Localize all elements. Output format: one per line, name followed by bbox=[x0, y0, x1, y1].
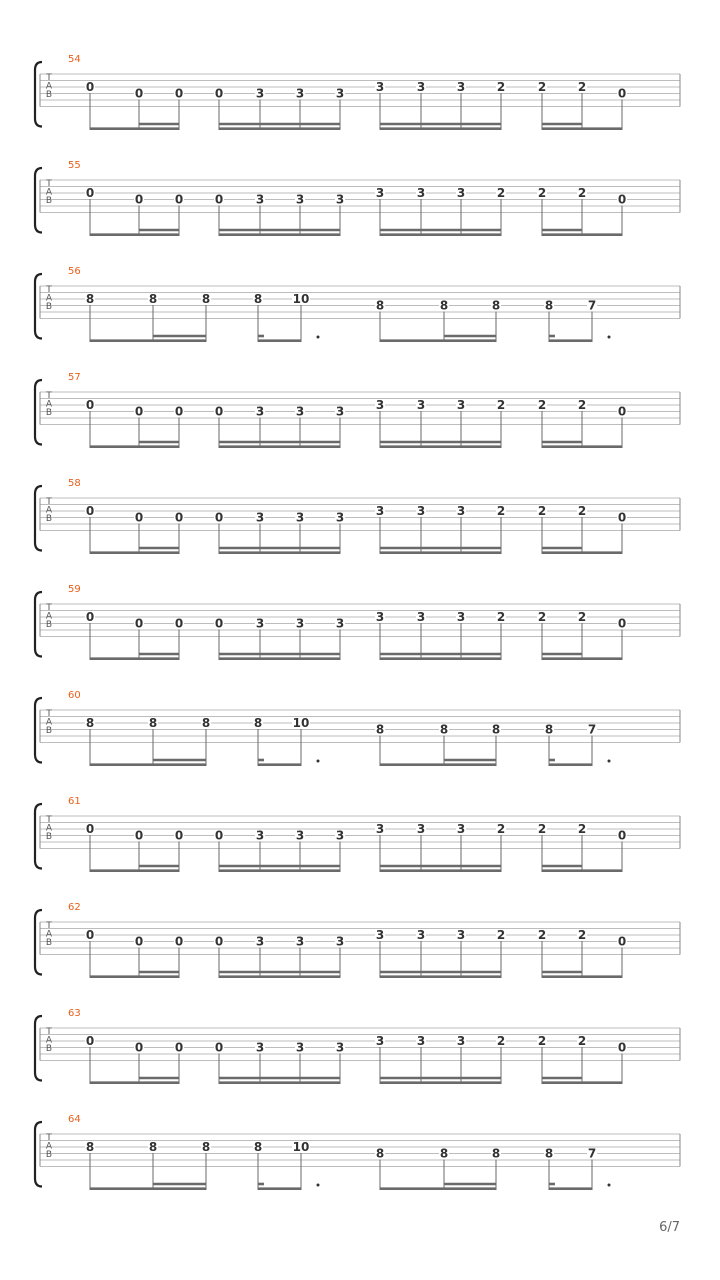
tab-clef-letter: B bbox=[45, 938, 53, 948]
fret-number: 2 bbox=[577, 504, 587, 518]
fret-number: 2 bbox=[537, 504, 547, 518]
tab-clef-letter: A bbox=[45, 399, 53, 410]
fret-number: 3 bbox=[456, 822, 466, 836]
fret-number: 0 bbox=[214, 616, 224, 631]
fret-number: 2 bbox=[537, 186, 547, 200]
system-bracket bbox=[35, 62, 42, 127]
fret-number: 0 bbox=[134, 616, 144, 631]
fret-number: 0 bbox=[617, 192, 627, 207]
fret-number: 0 bbox=[85, 610, 95, 624]
tab-clef-letter: T bbox=[46, 815, 52, 825]
fret-number: 0 bbox=[174, 934, 184, 949]
fret-number: 0 bbox=[214, 192, 224, 207]
fret-number: 2 bbox=[577, 1034, 587, 1048]
fret-number: 3 bbox=[335, 616, 345, 631]
rhythm-dot bbox=[608, 336, 611, 339]
page-number: 6/7 bbox=[659, 1220, 680, 1235]
fret-number: 2 bbox=[496, 398, 506, 412]
fret-number: 2 bbox=[496, 80, 506, 94]
fret-number: 3 bbox=[255, 510, 265, 525]
tab-clef-letter: B bbox=[45, 196, 53, 206]
fret-number: 2 bbox=[577, 186, 587, 200]
fret-number: 3 bbox=[416, 80, 426, 94]
tab-clef-letter: B bbox=[45, 726, 53, 736]
fret-number: 3 bbox=[375, 822, 385, 836]
fret-number: 8 bbox=[85, 1140, 95, 1154]
measure-number: 56 bbox=[68, 266, 81, 277]
tab-system-58 bbox=[35, 478, 680, 554]
fret-number: 10 bbox=[292, 716, 310, 730]
fret-number: 8 bbox=[544, 1146, 554, 1161]
fret-number: 10 bbox=[292, 1140, 310, 1154]
fret-number: 3 bbox=[335, 86, 345, 101]
tab-clef-letter: T bbox=[46, 921, 52, 931]
fret-number: 3 bbox=[416, 504, 426, 518]
fret-number: 0 bbox=[174, 616, 184, 631]
fret-number: 7 bbox=[587, 722, 597, 737]
fret-number: 2 bbox=[537, 1034, 547, 1048]
tab-clef-letter: T bbox=[46, 179, 52, 189]
tab-clef-letter: T bbox=[46, 285, 52, 295]
fret-number: 7 bbox=[587, 298, 597, 313]
fret-number: 3 bbox=[416, 1034, 426, 1048]
tab-clef-letter: A bbox=[45, 505, 53, 516]
fret-number: 8 bbox=[544, 722, 554, 737]
fret-number: 3 bbox=[456, 186, 466, 200]
fret-number: 3 bbox=[375, 186, 385, 200]
fret-number: 2 bbox=[577, 80, 587, 94]
tab-clef-letter: B bbox=[45, 1044, 53, 1054]
rhythm-dot bbox=[317, 336, 320, 339]
measure-number: 57 bbox=[68, 372, 81, 383]
tab-system-61 bbox=[35, 796, 680, 872]
fret-number: 0 bbox=[617, 404, 627, 419]
system-bracket bbox=[35, 592, 42, 657]
fret-number: 0 bbox=[85, 398, 95, 412]
tab-clef-letter: B bbox=[45, 90, 53, 100]
system-bracket bbox=[35, 804, 42, 869]
fret-number: 3 bbox=[255, 192, 265, 207]
fret-number: 3 bbox=[335, 828, 345, 843]
fret-number: 3 bbox=[375, 928, 385, 942]
fret-number: 8 bbox=[375, 722, 385, 737]
tab-clef-letter: A bbox=[45, 611, 53, 622]
fret-number: 0 bbox=[617, 510, 627, 525]
fret-number: 3 bbox=[375, 610, 385, 624]
measure-number: 62 bbox=[68, 902, 81, 913]
fret-number: 3 bbox=[255, 404, 265, 419]
tab-system-64 bbox=[35, 1114, 680, 1190]
fret-number: 8 bbox=[201, 1140, 211, 1154]
tab-clef-letter: B bbox=[45, 302, 53, 312]
fret-number: 0 bbox=[85, 822, 95, 836]
tab-clef-letter: T bbox=[46, 73, 52, 83]
fret-number: 3 bbox=[456, 1034, 466, 1048]
fret-number: 3 bbox=[335, 934, 345, 949]
measure-number: 63 bbox=[68, 1008, 81, 1019]
fret-number: 0 bbox=[174, 510, 184, 525]
fret-number: 2 bbox=[537, 822, 547, 836]
tab-clef-letter: T bbox=[46, 497, 52, 507]
fret-number: 3 bbox=[335, 404, 345, 419]
system-bracket bbox=[35, 698, 42, 763]
fret-number: 3 bbox=[456, 398, 466, 412]
fret-number: 3 bbox=[295, 510, 305, 525]
fret-number: 0 bbox=[174, 86, 184, 101]
tab-system-55 bbox=[35, 160, 680, 236]
measure-number: 54 bbox=[68, 54, 81, 65]
fret-number: 0 bbox=[214, 934, 224, 949]
fret-number: 10 bbox=[292, 292, 310, 306]
fret-number: 2 bbox=[577, 928, 587, 942]
fret-number: 0 bbox=[174, 404, 184, 419]
tab-system-63 bbox=[35, 1008, 680, 1084]
system-bracket bbox=[35, 910, 42, 975]
tab-clef-letter: B bbox=[45, 620, 53, 630]
fret-number: 8 bbox=[375, 1146, 385, 1161]
tab-system-54 bbox=[35, 54, 680, 130]
fret-number: 3 bbox=[335, 1040, 345, 1055]
fret-number: 3 bbox=[255, 828, 265, 843]
fret-number: 3 bbox=[456, 504, 466, 518]
system-bracket bbox=[35, 168, 42, 233]
fret-number: 8 bbox=[201, 716, 211, 730]
fret-number: 0 bbox=[134, 828, 144, 843]
fret-number: 2 bbox=[577, 398, 587, 412]
tab-clef-letter: T bbox=[46, 709, 52, 719]
fret-number: 8 bbox=[439, 722, 449, 737]
fret-number: 3 bbox=[295, 828, 305, 843]
fret-number: 3 bbox=[375, 1034, 385, 1048]
tab-clef-letter: T bbox=[46, 1133, 52, 1143]
fret-number: 3 bbox=[335, 192, 345, 207]
tab-system-56 bbox=[35, 266, 680, 342]
fret-number: 8 bbox=[148, 292, 158, 306]
fret-number: 0 bbox=[85, 186, 95, 200]
fret-number: 3 bbox=[295, 192, 305, 207]
fret-number: 3 bbox=[375, 398, 385, 412]
tab-clef-letter: A bbox=[45, 81, 53, 92]
tab-system-59 bbox=[35, 584, 680, 660]
fret-number: 0 bbox=[214, 404, 224, 419]
fret-number: 8 bbox=[148, 716, 158, 730]
tab-system-57 bbox=[35, 372, 680, 448]
system-bracket bbox=[35, 486, 42, 551]
fret-number: 8 bbox=[491, 1146, 501, 1161]
fret-number: 8 bbox=[253, 1140, 263, 1154]
fret-number: 0 bbox=[617, 616, 627, 631]
fret-number: 0 bbox=[214, 828, 224, 843]
tab-clef-letter: A bbox=[45, 823, 53, 834]
fret-number: 3 bbox=[416, 822, 426, 836]
fret-number: 0 bbox=[85, 80, 95, 94]
fret-number: 0 bbox=[214, 1040, 224, 1055]
fret-number: 8 bbox=[439, 298, 449, 313]
fret-number: 3 bbox=[335, 510, 345, 525]
fret-number: 3 bbox=[255, 1040, 265, 1055]
fret-number: 8 bbox=[85, 716, 95, 730]
tab-clef-letter: T bbox=[46, 1027, 52, 1037]
fret-number: 2 bbox=[537, 398, 547, 412]
fret-number: 2 bbox=[496, 928, 506, 942]
tab-clef-letter: T bbox=[46, 391, 52, 401]
tab-clef-letter: B bbox=[45, 408, 53, 418]
system-bracket bbox=[35, 1122, 42, 1187]
fret-number: 2 bbox=[537, 80, 547, 94]
fret-number: 3 bbox=[255, 616, 265, 631]
tab-clef-letter: A bbox=[45, 717, 53, 728]
tab-clef-letter: A bbox=[45, 1141, 53, 1152]
fret-number: 3 bbox=[416, 928, 426, 942]
fret-number: 3 bbox=[255, 86, 265, 101]
fret-number: 0 bbox=[134, 192, 144, 207]
fret-number: 2 bbox=[577, 822, 587, 836]
tab-system-62 bbox=[35, 902, 680, 978]
fret-number: 0 bbox=[617, 934, 627, 949]
fret-number: 3 bbox=[295, 616, 305, 631]
rhythm-dot bbox=[317, 1184, 320, 1187]
system-bracket bbox=[35, 274, 42, 339]
rhythm-dot bbox=[608, 1184, 611, 1187]
fret-number: 0 bbox=[134, 934, 144, 949]
fret-number: 2 bbox=[496, 1034, 506, 1048]
tab-clef-letter: A bbox=[45, 929, 53, 940]
fret-number: 3 bbox=[416, 610, 426, 624]
fret-number: 7 bbox=[587, 1146, 597, 1161]
fret-number: 0 bbox=[214, 86, 224, 101]
fret-number: 2 bbox=[496, 610, 506, 624]
measure-number: 60 bbox=[68, 690, 81, 701]
fret-number: 3 bbox=[375, 504, 385, 518]
measure-number: 61 bbox=[68, 796, 81, 807]
fret-number: 3 bbox=[295, 86, 305, 101]
rhythm-dot bbox=[608, 760, 611, 763]
fret-number: 8 bbox=[85, 292, 95, 306]
fret-number: 3 bbox=[295, 404, 305, 419]
fret-number: 2 bbox=[496, 504, 506, 518]
fret-number: 0 bbox=[85, 1034, 95, 1048]
fret-number: 0 bbox=[617, 828, 627, 843]
fret-number: 8 bbox=[544, 298, 554, 313]
fret-number: 0 bbox=[617, 86, 627, 101]
rhythm-dot bbox=[317, 760, 320, 763]
tab-system-60 bbox=[35, 690, 680, 766]
fret-number: 8 bbox=[491, 298, 501, 313]
fret-number: 0 bbox=[617, 1040, 627, 1055]
fret-number: 0 bbox=[134, 1040, 144, 1055]
fret-number: 3 bbox=[456, 610, 466, 624]
fret-number: 0 bbox=[174, 1040, 184, 1055]
fret-number: 0 bbox=[174, 828, 184, 843]
fret-number: 3 bbox=[456, 928, 466, 942]
fret-number: 2 bbox=[537, 928, 547, 942]
tab-clef-letter: B bbox=[45, 514, 53, 524]
fret-number: 3 bbox=[456, 80, 466, 94]
fret-number: 0 bbox=[85, 928, 95, 942]
fret-number: 3 bbox=[255, 934, 265, 949]
fret-number: 8 bbox=[201, 292, 211, 306]
tab-clef-letter: A bbox=[45, 1035, 53, 1046]
measure-number: 59 bbox=[68, 584, 81, 595]
fret-number: 0 bbox=[134, 510, 144, 525]
fret-number: 3 bbox=[416, 186, 426, 200]
fret-number: 8 bbox=[253, 716, 263, 730]
fret-number: 3 bbox=[375, 80, 385, 94]
fret-number: 8 bbox=[253, 292, 263, 306]
tab-clef-letter: A bbox=[45, 187, 53, 198]
measure-number: 64 bbox=[68, 1114, 81, 1125]
fret-number: 0 bbox=[214, 510, 224, 525]
fret-number: 0 bbox=[85, 504, 95, 518]
fret-number: 2 bbox=[496, 186, 506, 200]
fret-number: 2 bbox=[537, 610, 547, 624]
system-bracket bbox=[35, 1016, 42, 1081]
tab-clef-letter: B bbox=[45, 832, 53, 842]
fret-number: 3 bbox=[295, 1040, 305, 1055]
fret-number: 2 bbox=[496, 822, 506, 836]
fret-number: 2 bbox=[577, 610, 587, 624]
fret-number: 8 bbox=[491, 722, 501, 737]
fret-number: 0 bbox=[134, 86, 144, 101]
fret-number: 3 bbox=[295, 934, 305, 949]
fret-number: 0 bbox=[134, 404, 144, 419]
fret-number: 3 bbox=[416, 398, 426, 412]
fret-number: 8 bbox=[148, 1140, 158, 1154]
tab-clef-letter: T bbox=[46, 603, 52, 613]
fret-number: 0 bbox=[174, 192, 184, 207]
system-bracket bbox=[35, 380, 42, 445]
fret-number: 8 bbox=[439, 1146, 449, 1161]
measure-number: 55 bbox=[68, 160, 81, 171]
tab-clef-letter: B bbox=[45, 1150, 53, 1160]
fret-number: 8 bbox=[375, 298, 385, 313]
measure-number: 58 bbox=[68, 478, 81, 489]
tab-clef-letter: A bbox=[45, 293, 53, 304]
